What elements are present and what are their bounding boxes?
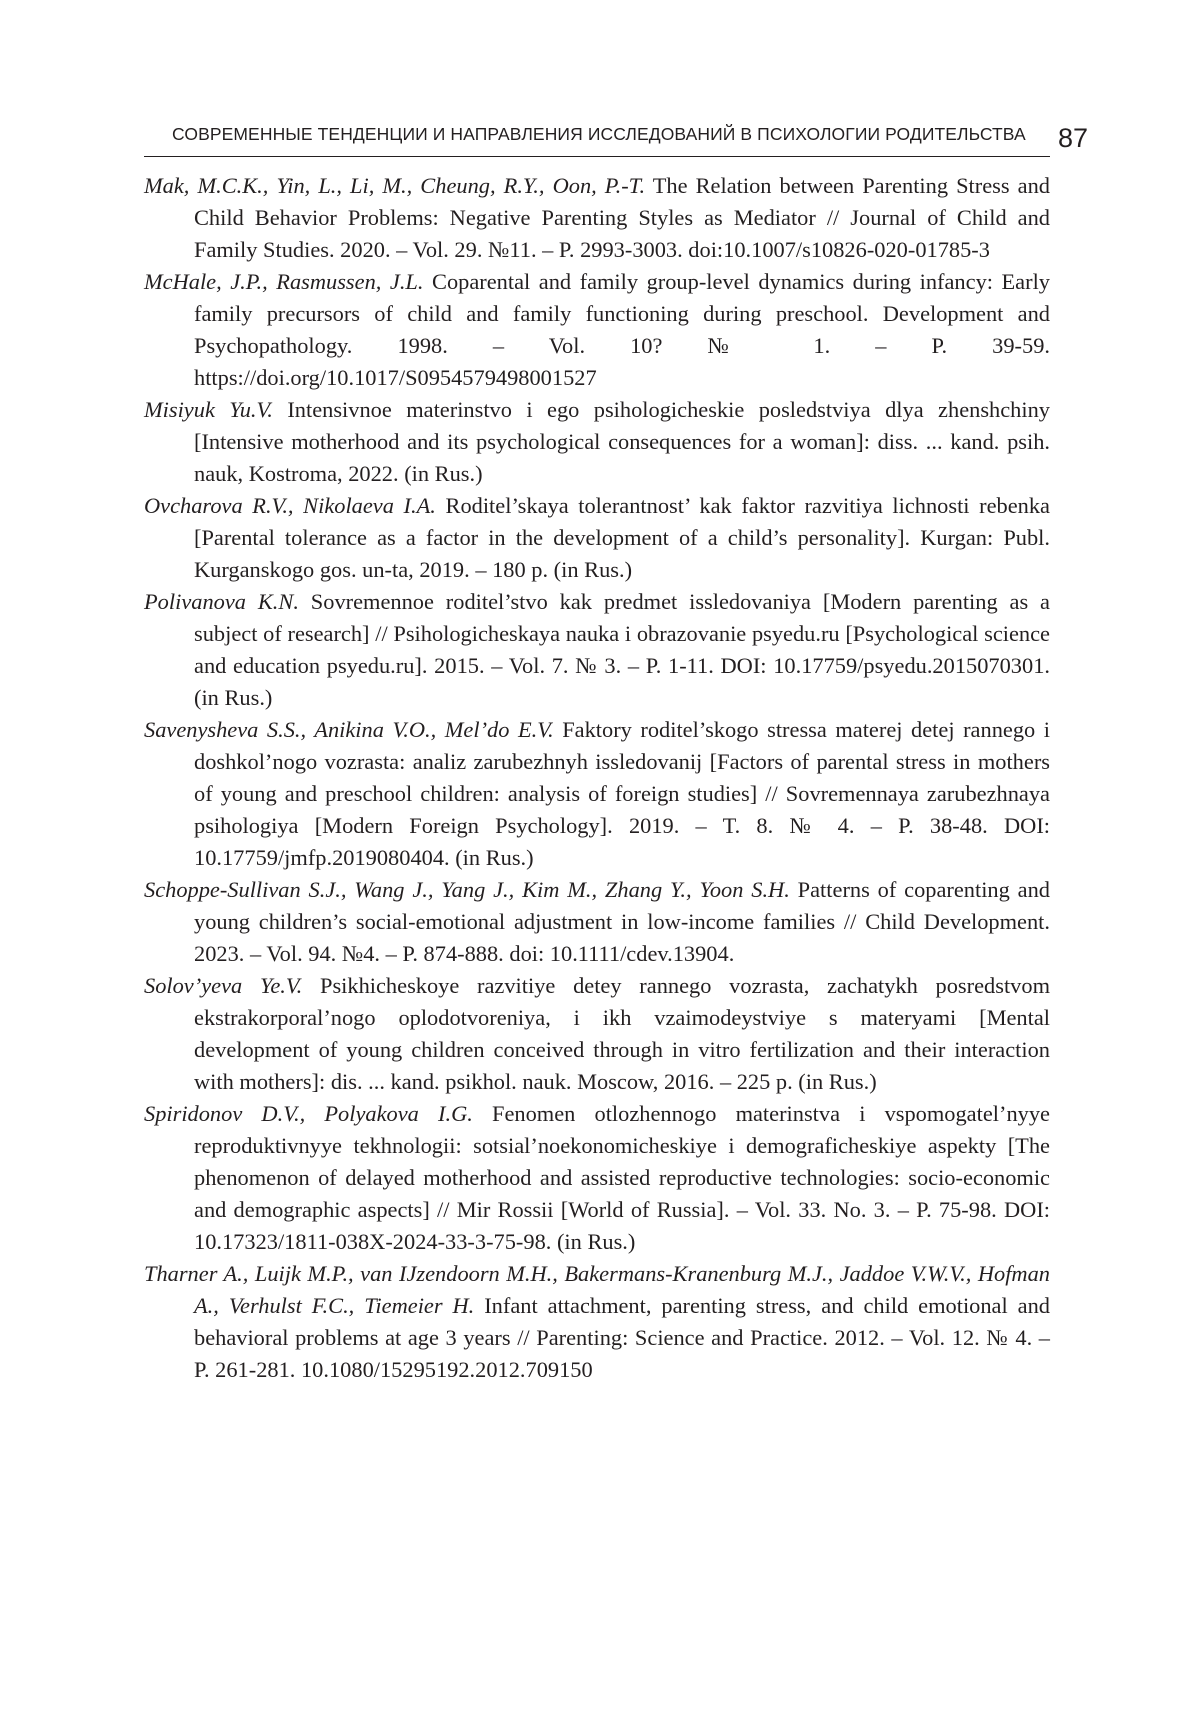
reference-list — [144, 170, 1050, 1386]
reference-item — [144, 970, 1050, 1098]
reference-item — [144, 266, 1050, 394]
reference-item — [144, 874, 1050, 970]
page-number: 87 — [1058, 123, 1089, 153]
reference-text: Coparental and family group-level dynamics during infancy: Early family precursors of child and family functioning during preschool. Development and Psychopathology. 1998. – Vol. 10? № 1. – P. 39-59. https://doi.org/10.1017/S0954579498001527 — [194, 269, 1050, 390]
reference-text: Psikhicheskoye razvitiye detey rannego vozrasta, zachatykh posredstvom ekstrakorporal’nogo oplodotvoreniya, i ikh vzaimodeystviye s materyami [Mental development of young children conceived through in vitro fertilization and their interaction with mothers]: dis. ... kand. psikhol. nauk. Moscow, 2016. – 225 p. (in Rus.) — [194, 973, 1050, 1094]
reference-item — [144, 1098, 1050, 1258]
reference-item — [144, 1258, 1050, 1386]
reference-authors: Mak, M.C.K., Yin, L., Li, M., Cheung, R.Y., Oon, P.-T. — [144, 173, 646, 198]
reference-authors: Solov’yeva Ye.V. — [144, 973, 303, 998]
running-header-title: СОВРЕМЕННЫЕ ТЕНДЕНЦИИ И НАПРАВЛЕНИЯ ИССЛЕДОВАНИЙ В ПСИХОЛОГИИ РОДИТЕЛЬСТВА — [172, 124, 1026, 144]
reference-text: Sovremennoe roditel’stvo kak predmet issledovaniya [Modern parenting as a subject of research] // Psihologicheskaya nauka i obrazovanie psyedu.ru [Psychological science and education psyedu.ru]. 2015. – Vol. 7. № 3. – P. 1-11. DOI: 10.17759/psyedu.2015070301. (in Rus.) — [194, 589, 1050, 710]
reference-text: Roditel’skaya tolerantnost’ kak faktor razvitiya lichnosti rebenka [Parental tolerance as a factor in the development of a child’s personality]. Kurgan: Publ. Kurganskogo gos. un-ta, 2019. – 180 p. (in Rus.) — [194, 493, 1050, 582]
reference-authors: Tharner A., Luijk M.P., van IJzendoorn M.H., Bakermans-Kranenburg M.J., Jaddoe V.W.V., Hofman A., Verhulst F.C., Tiemeier H. — [144, 1261, 1050, 1318]
reference-authors: Savenysheva S.S., Anikina V.O., Mel’do E.V. — [144, 717, 554, 742]
reference-authors: Spiridonov D.V., Polyakova I.G. — [144, 1101, 473, 1126]
running-header — [144, 118, 1050, 157]
reference-text: Fenomen otlozhennogo materinstva i vspomogatel’nyye reproduktivnyye tekhnologii: sotsial’noekonomicheskiye i demograficheskiye aspekty [The phenomenon of delayed motherhood and assisted reproductive technologies: socio-economic and demographic aspects] // Mir Rossii [World of Russia]. – Vol. 33. No. 3. – P. 75-98. DOI: 10.17323/1811-038X-2024-33-3-75-98. (in Rus.) — [194, 1101, 1050, 1254]
reference-item — [144, 490, 1050, 586]
reference-item — [144, 170, 1050, 266]
reference-item — [144, 586, 1050, 714]
reference-text: Infant attachment, parenting stress, and child emotional and behavioral problems at age 3 years // Parenting: Science and Practice. 2012. – Vol. 12. № 4. – P. 261-281. 10.1080/15295192.2012.709150 — [194, 1293, 1050, 1382]
reference-text: Intensivnoe materinstvo i ego psihologicheskie posledstviya dlya zhenshchiny [Intensive motherhood and its psychological consequences for a woman]: diss. ... kand. psih. nauk, Kostroma, 2022. (in Rus.) — [194, 397, 1050, 486]
reference-authors: Schoppe-Sullivan S.J., Wang J., Yang J., Kim M., Zhang Y., Yoon S.H. — [144, 877, 790, 902]
reference-text: Faktory roditel’skogo stressa materej detej rannego i doshkol’nogo vozrasta: analiz zarubezhnyh issledovanij [Factors of parental stress in mothers of young and preschool children: analysis of foreign studies] // Sovremennaya zarubezhnaya psihologiya [Modern Foreign Psychology]. 2019. – T. 8. № 4. – P. 38-48. DOI: 10.17759/jmfp.2019080404. (in Rus.) — [194, 717, 1050, 870]
reference-item — [144, 714, 1050, 874]
reference-authors: McHale, J.P., Rasmussen, J.L. — [144, 269, 424, 294]
reference-text: The Relation between Parenting Stress and Child Behavior Problems: Negative Parenting Styles as Mediator // Journal of Child and Family Studies. 2020. – Vol. 29. №11. – P. 2993-3003. doi:10.1007/s10826-020-01785-3 — [194, 173, 1050, 262]
reference-authors: Ovcharova R.V., Nikolaeva I.A. — [144, 493, 436, 518]
reference-authors: Polivanova K.N. — [144, 589, 299, 614]
reference-authors: Misiyuk Yu.V. — [144, 397, 273, 422]
reference-text: Patterns of coparenting and young children’s social-emotional adjustment in low-income families // Child Development. 2023. – Vol. 94. №4. – P. 874-888. doi: 10.1111/cdev.13904. — [194, 877, 1050, 966]
reference-item — [144, 394, 1050, 490]
